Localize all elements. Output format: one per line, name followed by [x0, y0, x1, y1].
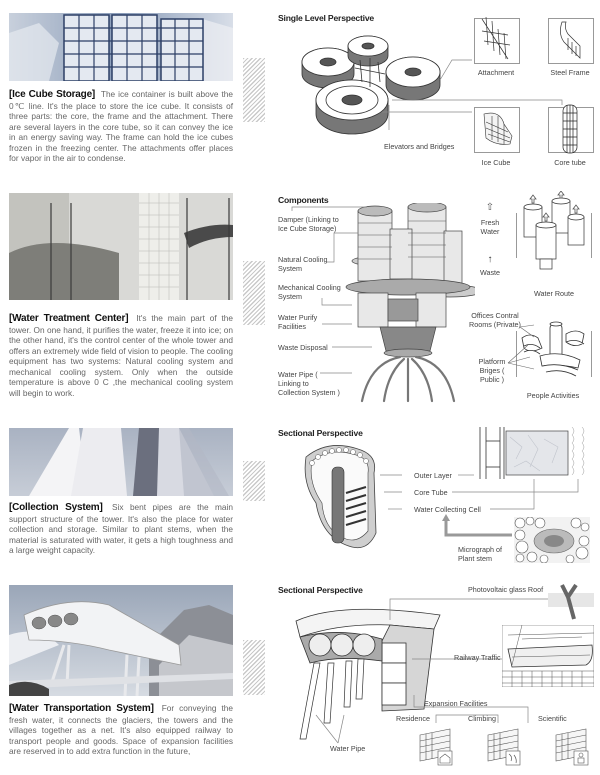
water-transportation-body: For conveying the fresh water, it connects the glaciers, the towers and the villages together as a net. It's also equipped railway to transport people and goods. Space of expansion facilities are reserved in to add extra function in the future, [9, 703, 233, 756]
label-offices: Offices Contral Rooms (Private) [469, 311, 521, 329]
panel-title: Single Level Perspective [278, 13, 374, 23]
attachment-drawing [478, 15, 514, 63]
label-waste: Waste [479, 268, 501, 277]
label-people-activities: People Activities [526, 391, 580, 400]
people-leader-lines [272, 185, 600, 410]
label-photovoltaic-roof: Photovoltaic glass Roof [468, 585, 544, 594]
collection-system-body: Six bent pipes are the main support structure of the tower. It's also the place for water collection and storage. Similar to plant stems, when the material is saturated with water, it gets a high toughness and a large weight capacity. [9, 502, 233, 555]
label-mechanical-cooling: Mechanical Cooling System [278, 283, 341, 301]
hatch-decoration [243, 461, 265, 501]
label-climbing: Climbing [468, 714, 496, 723]
ice-cube-storage-text [9, 89, 233, 164]
hatch-decoration [243, 640, 265, 695]
collection-system-photo [9, 428, 233, 496]
label-water-pipe: Water Pipe ( Linking to Collection System ) [278, 370, 340, 397]
plant-stem-micrograph [514, 517, 590, 563]
label-attachment: Attachment [477, 68, 515, 77]
panel-title: Components [278, 195, 329, 205]
hatch-decoration [243, 58, 265, 122]
solar-roof-thumbnail [548, 583, 594, 621]
climbing-module-drawing [486, 727, 522, 769]
water-treatment-center-photo [9, 193, 233, 300]
core-tube-drawing [562, 103, 578, 155]
label-elevators-bridges: Elevators and Bridges [384, 142, 455, 151]
water-treatment-center-body: It's the main part of the tower. On one hand, it purifies the water, freeze it into ice; on the other hand, it's the control center of the whole tower and offers an extremely wide field of vision to people. The cooling equipment has two systems: Natural cooling system and mechanical cooling system. Only when the outside temperature is above 0 C ,the mechanical cooling system will begin to work. [9, 313, 233, 398]
label-expansion-facilities: Expansion Facilities [424, 699, 488, 708]
label-water-pipe: Water Pipe [330, 744, 366, 753]
label-steel-frame: Steel Frame [550, 68, 590, 77]
wall-detail-drawing [478, 427, 594, 479]
collection-system-text [9, 502, 233, 556]
label-fresh-water: Fresh Water [480, 218, 500, 236]
label-core-tube: Core tube [554, 158, 586, 167]
label-damper: Damper (Linking to Ice Cube Storage) [278, 215, 339, 233]
water-transportation-text [9, 703, 233, 757]
water-transportation-photo [9, 585, 233, 696]
label-core-tube: Core Tube [414, 488, 448, 497]
panel-title: Sectional Perspective [278, 585, 363, 595]
transportation-sectional-panel [272, 575, 600, 775]
residence-module-drawing [418, 727, 454, 769]
ice-cube-drawing [480, 110, 514, 148]
label-railway-traffic: Railway Traffic [454, 653, 501, 662]
fresh-water-arrow-icon: ⇧ [485, 202, 495, 213]
components-panel [272, 185, 600, 410]
scientific-module-drawing [554, 727, 590, 769]
label-ice-cube: Ice Cube [481, 158, 511, 167]
label-natural-cooling: Natural Cooling System [278, 255, 328, 273]
water-treatment-center-text [9, 313, 233, 398]
label-residence: Residence [396, 714, 430, 723]
waste-arrow-icon: ↑ [487, 254, 493, 265]
label-micrograph: Micrograph of Plant stem [458, 545, 502, 563]
ice-cube-storage-photo [9, 13, 233, 81]
water-transportation-title: [Water Transportation System] [9, 703, 154, 714]
water-treatment-center-title: [Water Treatment Center] [9, 313, 129, 324]
ice-cube-storage-title: [Ice Cube Storage] [9, 89, 96, 100]
hatch-decoration [243, 261, 265, 325]
label-water-purify: Water Purify Facilities [278, 313, 318, 331]
label-outer-layer: Outer Layer [414, 471, 452, 480]
panel-title: Sectional Perspective [278, 428, 363, 438]
label-water-route: Water Route [533, 289, 575, 298]
label-scientific: Scientific [538, 714, 567, 723]
label-platform-briges: Platform Briges ( Public ) [478, 357, 506, 384]
collection-system-title: [Collection System] [9, 502, 103, 513]
collection-sectional-panel [272, 415, 600, 575]
railway-thumbnail [502, 625, 594, 687]
steel-frame-drawing [558, 20, 584, 60]
ice-cube-storage-body: The ice container is built above the 0℃ line. It's the place to store the ice cube. It consists of three parts: the core, the frame and the attachment. There are several layers in the core tube, so it can convey the ice in an energy saving way. The frame can hold the ice cubes frozen in the freezing center. The attachments offer places for vapor in the air to condense. [9, 89, 234, 163]
label-water-collecting-cell: Water Collecting Cell [414, 505, 481, 514]
single-level-perspective-panel [272, 0, 600, 180]
label-waste-disposal: Waste Disposal [278, 343, 328, 352]
